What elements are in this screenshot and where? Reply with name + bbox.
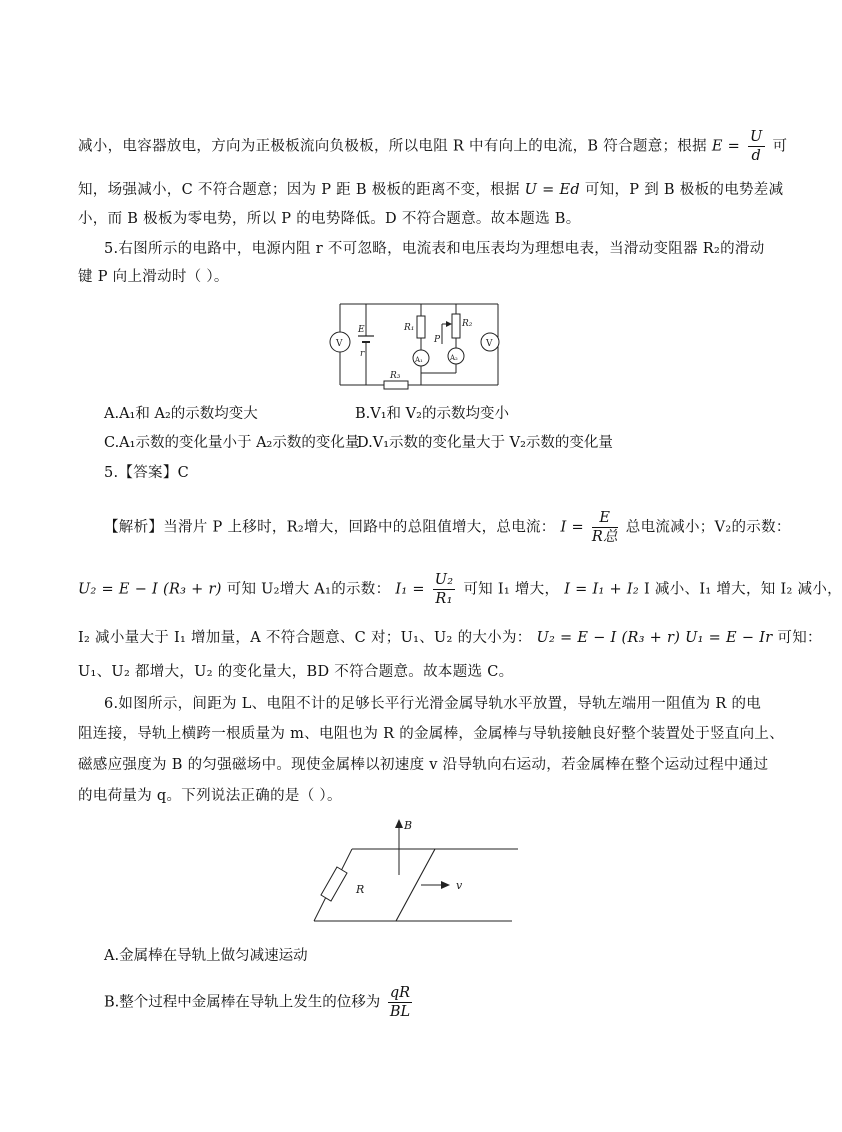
question-5-option-d: D.V₁示数的变化量大于 V₂示数的变化量: [357, 435, 613, 451]
question-5-stem: 键 P 向上滑动时（ ）。: [78, 269, 229, 285]
analysis-line: [78, 571, 842, 608]
text: 减小，电容器放电，方向为正极板流向负极板，所以电阻 R 中有向上的电流，B 符合题意；根据: [78, 138, 707, 155]
fraction-denominator: BL: [389, 1004, 411, 1020]
label-v-right: V: [486, 339, 493, 349]
text: 可知 I₁ 增大，: [463, 581, 560, 598]
fraction-numerator: U₂: [434, 572, 454, 588]
fraction: [388, 984, 412, 1021]
paragraph-line: [78, 180, 784, 200]
paragraph-line: 小，而 B 极板为零电势，所以 P 的电势降低。D 不符合题意。故本题选 B。: [78, 211, 581, 227]
question-6-option-b: [104, 984, 415, 1021]
fraction: [433, 571, 456, 608]
circuit-diagram: [318, 298, 514, 390]
formula-lhs: I₁ =: [395, 581, 425, 598]
label-p: P: [434, 335, 441, 345]
paragraph-line: [78, 128, 788, 165]
analysis-line: [104, 509, 791, 546]
analysis-line: [78, 628, 822, 648]
text: 可知：: [777, 630, 822, 646]
formula: U₂ = E − I (R₃ + r) U₁ = E − Ir: [536, 630, 773, 646]
fraction-denominator: d: [751, 148, 762, 164]
rail-diagram: [300, 815, 524, 927]
fraction: [748, 128, 765, 165]
formula: U₂ = E − I (R₃ + r): [78, 581, 222, 598]
label-v: v: [456, 879, 463, 892]
label-r: R: [356, 883, 365, 896]
text: 可: [772, 138, 788, 155]
text: I 减小、I₁ 增大，知 I₂ 减小，: [643, 581, 842, 598]
label-b: B: [404, 819, 413, 832]
label-a1: A₁: [415, 356, 423, 364]
analysis-line: U₁、U₂ 都增大，U₂ 的变化量大，BD 不符合题意。故本题选 C。: [78, 664, 514, 680]
label-r: r: [360, 349, 365, 359]
text: B.整个过程中金属棒在导轨上发生的位移为: [104, 994, 381, 1011]
label-a2: A₂: [450, 354, 458, 362]
text: 知，场强减小，C 不符合题意；因为 P 距 B 极板的距离不变，根据: [78, 182, 520, 198]
fraction-denominator: R₁: [435, 591, 453, 607]
question-6-stem: 磁感应强度为 B 的匀强磁场中。现使金属棒以初速度 v 沿导轨向右运动，若金属棒在整个运动过程中通过: [78, 757, 769, 773]
label-r3: R₃: [390, 371, 401, 381]
fraction-denominator: R总: [591, 529, 618, 545]
formula-lhs: I =: [560, 519, 584, 536]
text: 【解析】当滑片 P 上移时，R₂增大，回路中的总阻值增大，总电流：: [104, 519, 556, 536]
label-r2: R₂: [462, 319, 473, 329]
fraction: [592, 509, 618, 546]
question-6-stem: 6.如图所示，间距为 L、电阻不计的足够长平行光滑金属导轨水平放置，导轨左端用一阻值为 R 的电: [104, 696, 762, 712]
text: I₂ 减小量大于 I₁ 增加量，A 不符合题意、C 对；U₁、U₂ 的大小为：: [78, 630, 532, 646]
text: 可知，P 到 B 极板的电势差减: [584, 182, 784, 198]
formula: U = Ed: [524, 182, 580, 198]
formula: I = I₁ + I₂: [564, 581, 640, 598]
label-v-left: V: [336, 339, 343, 349]
question-6-stem: 阻连接，导轨上横跨一根质量为 m、电阻也为 R 的金属棒，金属棒与导轨接触良好整个装置处于竖直向上、: [78, 726, 784, 742]
fraction-numerator: U: [750, 129, 763, 145]
label-r1: R₁: [404, 323, 415, 333]
fraction-numerator: E: [592, 509, 618, 528]
text: 可知 U₂增大 A₁的示数：: [226, 581, 391, 598]
question-5-option-b: B.V₁和 V₂的示数均变小: [355, 406, 509, 422]
question-5-option-a: A.A₁和 A₂的示数均变大: [104, 406, 258, 422]
fraction-numerator: qR: [389, 985, 411, 1001]
question-5-answer: 5.【答案】C: [104, 465, 190, 481]
label-e: E: [358, 325, 365, 335]
question-5-stem: 5.右图所示的电路中，电源内阻 r 不可忽略，电流表和电压表均为理想电表，当滑动变阻器 R₂的滑动: [104, 241, 765, 257]
question-5-option-c: C.A₁示数的变化量小于 A₂示数的变化量: [104, 435, 360, 451]
formula-lhs: E =: [711, 138, 741, 155]
question-6-option-a: A.金属棒在导轨上做匀减速运动: [104, 948, 308, 964]
question-6-stem: 的电荷量为 q。下列说法正确的是（ ）。: [78, 788, 342, 804]
text: 总电流减小；V₂的示数：: [625, 519, 791, 536]
